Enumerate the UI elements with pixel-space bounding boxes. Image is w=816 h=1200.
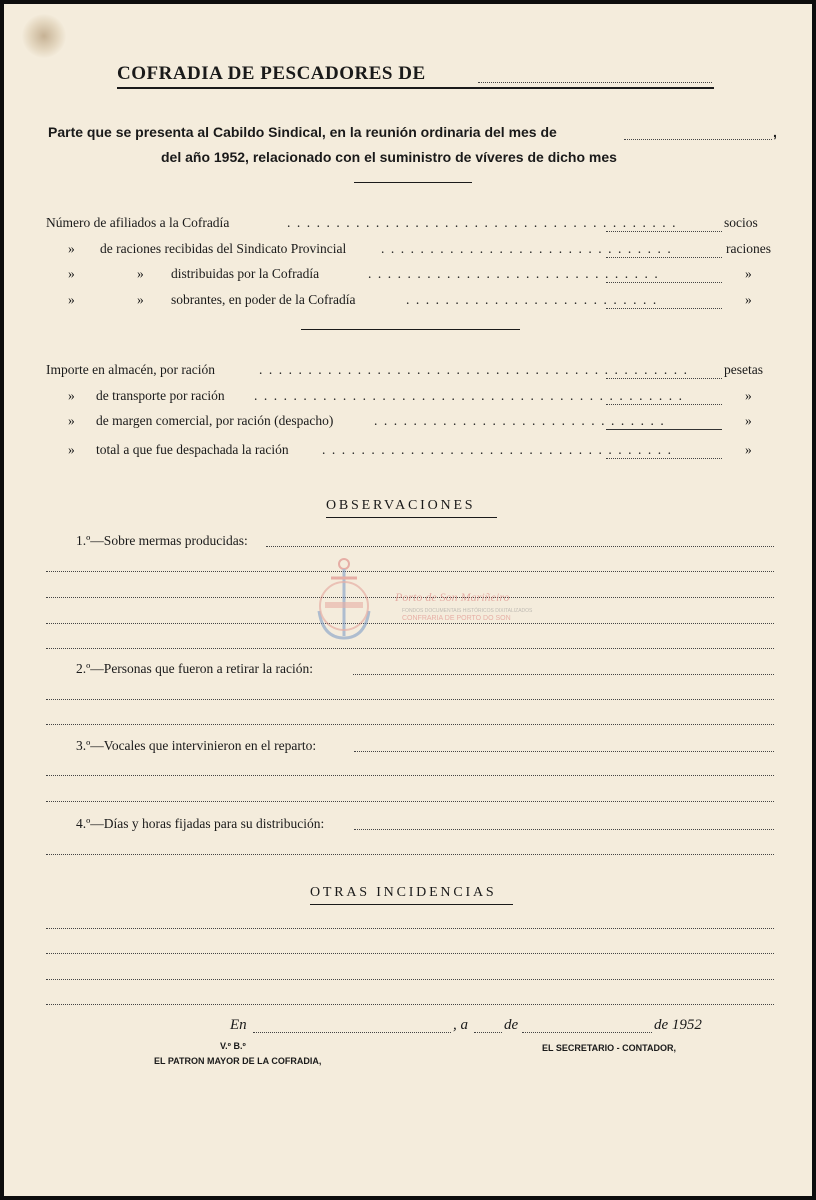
incidencias-line[interactable]	[46, 953, 774, 954]
row-unit: »	[745, 292, 752, 307]
leader-dots: ..............................	[368, 266, 665, 281]
watermark-brand: Porto de Son Mariñeiro	[395, 590, 510, 604]
year-label: de 1952	[654, 1017, 702, 1033]
row-prefix: »	[68, 292, 75, 307]
leader-dots: ....................................	[322, 442, 678, 457]
row-unit: »	[745, 442, 752, 457]
afiliados-field[interactable]	[606, 231, 722, 232]
row-prefix: »	[68, 266, 75, 281]
paper-stain	[22, 14, 66, 58]
leader-dots: ..........................	[406, 292, 663, 307]
row-prefix: »	[68, 442, 75, 457]
row-label: de margen comercial, por ración (despacho)	[96, 413, 334, 428]
leader-dots: ........................................	[287, 215, 682, 230]
day-label: , a	[453, 1017, 468, 1033]
incidencias-line[interactable]	[46, 1004, 774, 1005]
row-prefix: »	[68, 413, 75, 428]
observacion-3-line[interactable]	[46, 801, 774, 802]
row-label: de raciones recibidas del Sindicato Provincial	[100, 241, 347, 256]
observacion-2-field[interactable]	[353, 674, 774, 675]
row-label: distribuidas por la Cofradía	[171, 266, 320, 281]
observacion-1-line[interactable]	[46, 648, 774, 649]
raciones-distribuidas-field[interactable]	[606, 282, 722, 283]
visto-bueno: V.º B.º	[220, 1041, 246, 1051]
transporte-field[interactable]	[606, 404, 722, 405]
row-prefix: »	[137, 292, 144, 307]
title-underline	[117, 87, 714, 89]
observacion-3-field[interactable]	[354, 751, 774, 752]
raciones-recibidas-field[interactable]	[606, 257, 722, 258]
margen-comercial-field[interactable]	[606, 429, 722, 430]
leader-dots: ............................................	[259, 362, 694, 377]
observacion-4-label: 4.º—Días y horas fijadas para su distribución:	[76, 816, 325, 831]
observacion-3-label: 3.º—Vocales que intervinieron en el reparto:	[76, 738, 317, 753]
observacion-1-field[interactable]	[266, 546, 774, 547]
month-label: de	[504, 1017, 519, 1033]
row-label: sobrantes, en poder de la Cofradía	[171, 292, 356, 307]
subtitle-comma: ,	[773, 124, 777, 140]
place-field[interactable]	[253, 1032, 451, 1033]
leader-dots: ............................................	[254, 388, 689, 403]
row-unit: pesetas	[724, 362, 763, 377]
heading-underline	[326, 517, 497, 518]
observacion-3-line[interactable]	[46, 775, 774, 776]
watermark-caption: FONDOS DOCUMENTAIS HISTÓRICOS DIXITALIZADOS	[402, 608, 533, 614]
observacion-1-label: 1.º—Sobre mermas producidas:	[76, 533, 248, 548]
row-label: de transporte por ración	[96, 388, 225, 403]
patron-signature-label: EL PATRON MAYOR DE LA COFRADIA,	[154, 1056, 322, 1066]
subtitle-line-1: Parte que se presenta al Cabildo Sindical, en la reunión ordinaria del mes de	[48, 124, 557, 140]
observacion-2-line[interactable]	[46, 724, 774, 725]
row-prefix: »	[68, 241, 75, 256]
heading-underline	[310, 904, 513, 905]
row-unit: raciones	[726, 241, 771, 256]
place-label: En	[230, 1017, 247, 1033]
row-unit: »	[745, 413, 752, 428]
subtitle-line-2: del año 1952, relacionado con el suministro de víveres de dicho mes	[161, 149, 617, 165]
observacion-2-label: 2.º—Personas que fueron a retirar la ración:	[76, 661, 313, 676]
row-prefix: »	[137, 266, 144, 281]
observacion-4-line[interactable]	[46, 854, 774, 855]
incidencias-line[interactable]	[46, 928, 774, 929]
day-field[interactable]	[474, 1032, 502, 1033]
leader-dots: ..............................	[374, 413, 671, 428]
row-unit: »	[745, 266, 752, 281]
page-title: COFRADIA DE PESCADORES DE	[117, 63, 426, 84]
month-blank[interactable]	[624, 139, 772, 140]
observaciones-heading: OBSERVACIONES	[326, 498, 476, 513]
divider	[354, 182, 472, 183]
divider	[301, 329, 520, 330]
watermark-org: CONFRARIA DE PORTO DO SON	[402, 615, 511, 622]
leader-dots: ..............................	[381, 241, 678, 256]
row-label: Importe en almacén, por ración	[46, 362, 216, 377]
row-unit: »	[745, 388, 752, 403]
secretario-signature-label: EL SECRETARIO - CONTADOR,	[542, 1043, 677, 1053]
raciones-sobrantes-field[interactable]	[606, 308, 722, 309]
importe-almacen-field[interactable]	[606, 378, 722, 379]
archive-watermark	[309, 556, 533, 648]
month-field[interactable]	[522, 1032, 652, 1033]
form-page	[4, 4, 812, 1196]
incidencias-line[interactable]	[46, 979, 774, 980]
row-prefix: »	[68, 388, 75, 403]
row-label: total a que fue despachada la ración	[96, 442, 289, 457]
observacion-2-line[interactable]	[46, 699, 774, 700]
observacion-4-field[interactable]	[354, 829, 774, 830]
row-label: Número de afiliados a la Cofradía	[46, 215, 230, 230]
row-unit: socios	[724, 215, 758, 230]
total-despachada-field[interactable]	[606, 458, 722, 459]
title-blank[interactable]	[478, 82, 712, 83]
otras-incidencias-heading: OTRAS INCIDENCIAS	[310, 885, 497, 900]
anchor-icon	[309, 556, 379, 648]
